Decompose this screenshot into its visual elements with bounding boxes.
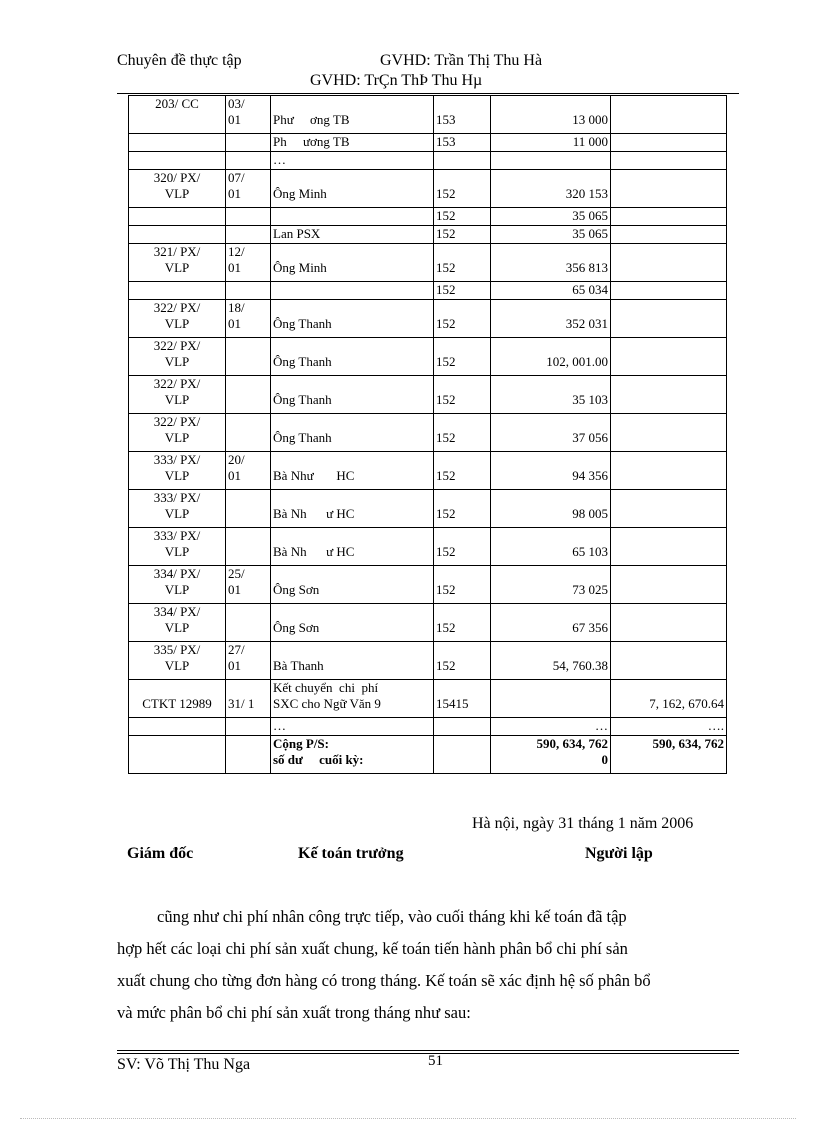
cell-description: Ông Sơn <box>271 566 434 604</box>
cell-debit: … <box>491 718 611 736</box>
signoff-chief-accountant: Kế toán trưởng <box>298 845 404 862</box>
cell-debit: 54, 760.38 <box>491 642 611 680</box>
table-row <box>129 718 727 736</box>
cell-voucher-no: 321/ PX/ VLP <box>129 244 226 282</box>
cell-credit <box>611 414 727 452</box>
header-rule <box>117 93 739 94</box>
cell-credit <box>611 490 727 528</box>
body-line-3: xuất chung cho từng đơn hàng có trong tháng. Kế toán sẽ xác định hệ số phân bổ <box>117 971 651 990</box>
cell-account <box>434 736 491 774</box>
cell-credit <box>611 300 727 338</box>
cell-description: Cộng P/S: số dư cuối kỳ: <box>271 736 434 774</box>
cell-voucher-no <box>129 282 226 300</box>
cell-credit: 7, 162, 670.64 <box>611 680 727 718</box>
cell-description: Ông Thanh <box>271 376 434 414</box>
body-line-1: cũng như chi phí nhân công trực tiếp, vào cuối tháng khi kế toán đã tập <box>157 907 627 926</box>
cell-description: … <box>271 152 434 170</box>
cell-debit: 65 103 <box>491 528 611 566</box>
cell-voucher-date <box>226 338 271 376</box>
cell-voucher-date <box>226 208 271 226</box>
cell-account: 152 <box>434 490 491 528</box>
cell-voucher-no: 322/ PX/ VLP <box>129 376 226 414</box>
header-gvhd: GVHD: Trần Thị Thu Hà <box>380 52 543 69</box>
cell-account: 153 <box>434 96 491 134</box>
cell-debit <box>491 680 611 718</box>
cell-voucher-no: 333/ PX/ VLP <box>129 452 226 490</box>
ledger-table <box>128 95 727 774</box>
cell-debit: 352 031 <box>491 300 611 338</box>
cell-account <box>434 152 491 170</box>
cell-account: 152 <box>434 528 491 566</box>
table-row <box>129 244 727 282</box>
footer-rule-top <box>117 1050 739 1051</box>
cell-credit <box>611 134 727 152</box>
cell-description: Ông Thanh <box>271 338 434 376</box>
cell-debit: 590, 634, 762 0 <box>491 736 611 774</box>
cell-account <box>434 718 491 736</box>
footer-student: SV: Võ Thị Thu Nga <box>117 1056 251 1073</box>
cell-credit <box>611 566 727 604</box>
cell-voucher-date: 25/ 01 <box>226 566 271 604</box>
cell-voucher-no <box>129 134 226 152</box>
cell-description: Ông Minh <box>271 244 434 282</box>
cell-account: 153 <box>434 134 491 152</box>
cell-credit <box>611 528 727 566</box>
cell-voucher-no: 334/ PX/ VLP <box>129 566 226 604</box>
cell-voucher-date: 03/ 01 <box>226 96 271 134</box>
cell-account: 152 <box>434 226 491 244</box>
cell-description: Bà Như HC <box>271 452 434 490</box>
cell-debit: 98 005 <box>491 490 611 528</box>
cell-voucher-no <box>129 226 226 244</box>
cell-voucher-no: 333/ PX/ VLP <box>129 490 226 528</box>
cell-voucher-no: CTKT 12989 <box>129 680 226 718</box>
table-row <box>129 338 727 376</box>
cell-debit: 356 813 <box>491 244 611 282</box>
cell-account: 152 <box>434 642 491 680</box>
table-row <box>129 300 727 338</box>
table-row <box>129 604 727 642</box>
cell-debit: 35 065 <box>491 208 611 226</box>
body-line-4: và mức phân bổ chi phí sản xuất trong tháng như sau: <box>117 1003 471 1022</box>
cell-voucher-date: 31/ 1 <box>226 680 271 718</box>
table-row <box>129 566 727 604</box>
cell-account: 152 <box>434 338 491 376</box>
cell-account: 152 <box>434 244 491 282</box>
cell-voucher-no: 320/ PX/ VLP <box>129 170 226 208</box>
cell-credit <box>611 452 727 490</box>
cell-voucher-date <box>226 414 271 452</box>
cell-voucher-no <box>129 718 226 736</box>
cell-debit: 94 356 <box>491 452 611 490</box>
table-row <box>129 226 727 244</box>
cell-voucher-date <box>226 282 271 300</box>
cell-credit: 590, 634, 762 <box>611 736 727 774</box>
cell-account: 152 <box>434 170 491 208</box>
cell-voucher-no <box>129 208 226 226</box>
cell-voucher-date <box>226 134 271 152</box>
cell-credit <box>611 208 727 226</box>
table-row <box>129 680 727 718</box>
table-row <box>129 134 727 152</box>
cell-description: Bà Nh ư HC <box>271 528 434 566</box>
cell-voucher-date <box>226 152 271 170</box>
cell-description: Bà Nh ư HC <box>271 490 434 528</box>
cell-debit: 35 103 <box>491 376 611 414</box>
cell-account: 152 <box>434 452 491 490</box>
cell-voucher-date: 18/ 01 <box>226 300 271 338</box>
cell-voucher-no: 334/ PX/ VLP <box>129 604 226 642</box>
cell-voucher-date: 27/ 01 <box>226 642 271 680</box>
cell-description: Ph ương TB <box>271 134 434 152</box>
cell-description <box>271 208 434 226</box>
cell-description: Ông Sơn <box>271 604 434 642</box>
signoff-preparer: Người lập <box>585 845 653 862</box>
table-row <box>129 414 727 452</box>
cell-voucher-no: 335/ PX/ VLP <box>129 642 226 680</box>
cell-account: 152 <box>434 376 491 414</box>
table-row <box>129 490 727 528</box>
cell-credit <box>611 226 727 244</box>
table-row <box>129 452 727 490</box>
page-number: 51 <box>428 1053 443 1069</box>
cell-debit: 11 000 <box>491 134 611 152</box>
cell-voucher-no: 203/ CC <box>129 96 226 134</box>
cell-debit: 65 034 <box>491 282 611 300</box>
cell-description <box>271 282 434 300</box>
cell-credit: …. <box>611 718 727 736</box>
body-paragraph <box>117 901 742 1029</box>
cell-voucher-no <box>129 152 226 170</box>
cell-description: Ông Thanh <box>271 414 434 452</box>
cell-credit <box>611 604 727 642</box>
cell-credit <box>611 96 727 134</box>
table-row <box>129 96 727 134</box>
cell-debit <box>491 152 611 170</box>
cell-voucher-date: 07/ 01 <box>226 170 271 208</box>
cell-debit: 73 025 <box>491 566 611 604</box>
cell-account: 152 <box>434 282 491 300</box>
table-row <box>129 282 727 300</box>
cell-voucher-date <box>226 604 271 642</box>
cell-voucher-date <box>226 376 271 414</box>
cell-voucher-date <box>226 528 271 566</box>
table-row <box>129 208 727 226</box>
table-row <box>129 642 727 680</box>
cell-account: 152 <box>434 566 491 604</box>
cell-account: 152 <box>434 208 491 226</box>
cell-debit: 67 356 <box>491 604 611 642</box>
cell-debit: 320 153 <box>491 170 611 208</box>
cell-voucher-no: 322/ PX/ VLP <box>129 338 226 376</box>
cell-debit: 37 056 <box>491 414 611 452</box>
cell-description: … <box>271 718 434 736</box>
cell-voucher-date <box>226 226 271 244</box>
cell-account: 15415 <box>434 680 491 718</box>
cell-credit <box>611 152 727 170</box>
header-gvhd-alt: GVHD: TrÇn ThÞ Thu Hµ <box>310 72 483 89</box>
cell-credit <box>611 282 727 300</box>
cell-credit <box>611 376 727 414</box>
cell-credit <box>611 338 727 376</box>
cell-credit <box>611 170 727 208</box>
table-row <box>129 376 727 414</box>
table-row <box>129 170 727 208</box>
cell-account: 152 <box>434 604 491 642</box>
cell-account: 152 <box>434 414 491 452</box>
cell-description: Bà Thanh <box>271 642 434 680</box>
cell-voucher-no <box>129 736 226 774</box>
cell-credit <box>611 244 727 282</box>
table-row <box>129 528 727 566</box>
cell-voucher-date: 12/ 01 <box>226 244 271 282</box>
cell-debit: 13 000 <box>491 96 611 134</box>
cell-description: Phư ơng TB <box>271 96 434 134</box>
header-left: Chuyên đề thực tập <box>117 52 242 69</box>
cell-voucher-no: 322/ PX/ VLP <box>129 414 226 452</box>
signoff-date: Hà nội, ngày 31 tháng 1 năm 2006 <box>472 815 694 832</box>
cell-voucher-date <box>226 736 271 774</box>
cell-account: 152 <box>434 300 491 338</box>
cell-voucher-no: 333/ PX/ VLP <box>129 528 226 566</box>
cell-voucher-date: 20/ 01 <box>226 452 271 490</box>
table-row <box>129 152 727 170</box>
cell-voucher-date <box>226 718 271 736</box>
cell-description: Ông Thanh <box>271 300 434 338</box>
cell-debit: 102, 001.00 <box>491 338 611 376</box>
table-row <box>129 736 727 774</box>
cell-voucher-date <box>226 490 271 528</box>
signoff-director: Giám đốc <box>127 845 194 862</box>
page-edge <box>20 1118 796 1119</box>
cell-description: Ông Minh <box>271 170 434 208</box>
cell-description: Kết chuyển chi phí SXC cho Ngữ Văn 9 <box>271 680 434 718</box>
body-line-2: hợp hết các loại chi phí sản xuất chung, kế toán tiến hành phân bổ chi phí sản <box>117 939 628 958</box>
cell-credit <box>611 642 727 680</box>
cell-debit: 35 065 <box>491 226 611 244</box>
cell-voucher-no: 322/ PX/ VLP <box>129 300 226 338</box>
cell-description: Lan PSX <box>271 226 434 244</box>
